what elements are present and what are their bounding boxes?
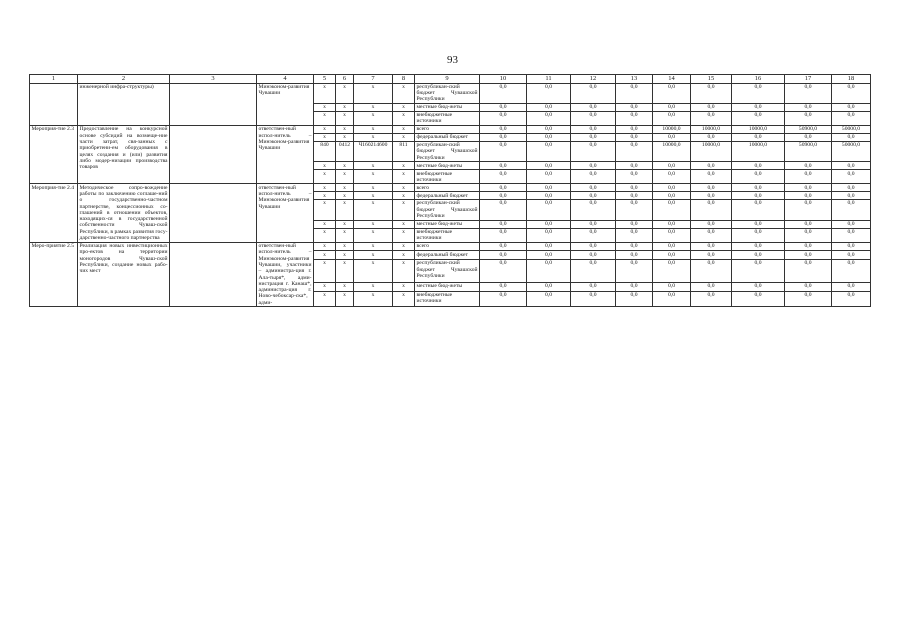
- amount-cell: 0,0: [480, 162, 527, 170]
- amount-cell: 0,0: [527, 220, 571, 228]
- column-number: 5: [314, 75, 336, 84]
- budget-code-c5: 840: [314, 141, 336, 161]
- funding-source: внебюджетные источники: [415, 170, 480, 184]
- budget-code-c6: x: [336, 200, 354, 220]
- amount-cell: 0,0: [480, 242, 527, 251]
- amount-cell: 10000,0: [691, 141, 732, 161]
- funding-source: всего: [415, 242, 480, 251]
- amount-cell: 0,0: [832, 260, 871, 283]
- amount-cell: 0,0: [732, 111, 785, 125]
- budget-code-c6: x: [336, 162, 354, 170]
- table-row: [30, 126, 871, 134]
- budget-code-c5: x: [314, 242, 336, 251]
- amount-cell: 0,0: [527, 251, 571, 260]
- measure-name: Предоставление на конкурсной основе субсидий на возмеще-ние части затрат, свя-занных с приобретени-ем оборудования в целях создания и (или) развития либо модер-низации производства товаров: [78, 126, 170, 184]
- amount-cell: 10000,0: [653, 141, 691, 161]
- budget-code-c5: x: [314, 111, 336, 125]
- amount-cell: 0,0: [571, 291, 616, 307]
- amount-cell: 0,0: [527, 126, 571, 134]
- amount-cell: 0,0: [616, 220, 653, 228]
- empty-cell: [170, 184, 257, 242]
- amount-cell: 0,0: [616, 242, 653, 251]
- measure-id: Меро-приятие 2.5: [30, 242, 78, 307]
- amount-cell: 0,0: [571, 126, 616, 134]
- amount-cell: 0,0: [527, 282, 571, 291]
- amount-cell: 0,0: [832, 133, 871, 141]
- amount-cell: 0,0: [785, 170, 832, 184]
- page-number: 93: [447, 54, 458, 66]
- budget-code-c8: x: [393, 111, 415, 125]
- amount-cell: 0,0: [653, 251, 691, 260]
- amount-cell: 0,0: [785, 184, 832, 192]
- budget-code-c8: x: [393, 83, 415, 103]
- amount-cell: 0,0: [527, 141, 571, 161]
- amount-cell: 0,0: [785, 111, 832, 125]
- amount-cell: 0,0: [785, 83, 832, 103]
- amount-cell: 0,0: [832, 184, 871, 192]
- funding-source: внебюджетные источники: [415, 291, 480, 307]
- amount-cell: 0,0: [653, 162, 691, 170]
- funding-source: республикан-ский бюджет Чувашской Республики: [416, 200, 478, 220]
- column-number: 16: [732, 75, 785, 84]
- budget-code-c7: x: [354, 170, 393, 184]
- budget-code-c6: x: [336, 184, 354, 192]
- budget-code-c8: x: [393, 228, 415, 242]
- budget-code-c5: x: [314, 228, 336, 242]
- amount-cell: 0,0: [571, 162, 616, 170]
- amount-cell: 0,0: [571, 83, 616, 103]
- amount-cell: 0,0: [732, 162, 785, 170]
- amount-cell: 0,0: [732, 291, 785, 307]
- amount-cell: 0,0: [732, 103, 785, 111]
- budget-code-c7: x: [354, 228, 393, 242]
- amount-cell: 0,0: [571, 251, 616, 260]
- budget-code-c5: x: [314, 162, 336, 170]
- empty-cell: [170, 242, 257, 307]
- amount-cell: 0,0: [691, 228, 732, 242]
- budget-code-c8: x: [393, 133, 415, 141]
- amount-cell: 0,0: [691, 260, 732, 283]
- column-number: 6: [336, 75, 354, 84]
- budget-code-c5: x: [314, 170, 336, 184]
- amount-cell: 0,0: [527, 83, 571, 103]
- amount-cell: 0,0: [480, 220, 527, 228]
- amount-cell: 0,0: [832, 282, 871, 291]
- amount-cell: 0,0: [832, 200, 871, 220]
- amount-cell: 0,0: [571, 111, 616, 125]
- executor: ответствен-ный испол-нитель – Минэконом-развития Чувашии: [257, 184, 314, 242]
- funding-source: местные бюд-жеты: [415, 282, 480, 291]
- budget-code-c7: x: [354, 220, 393, 228]
- budget-code-c7: x: [354, 192, 393, 200]
- amount-cell: 0,0: [691, 200, 732, 220]
- amount-cell: 0,0: [616, 192, 653, 200]
- budget-code-c6: x: [336, 111, 354, 125]
- budget-code-c5: x: [314, 200, 336, 220]
- amount-cell: 0,0: [480, 291, 527, 307]
- amount-cell: 0,0: [616, 83, 653, 103]
- amount-cell: 0,0: [616, 200, 653, 220]
- amount-cell: 0,0: [616, 282, 653, 291]
- budget-code-c7: x: [354, 184, 393, 192]
- amount-cell: 10000,0: [653, 126, 691, 134]
- amount-cell: 0,0: [832, 291, 871, 307]
- amount-cell: 0,0: [691, 291, 732, 307]
- amount-cell: 0,0: [653, 111, 691, 125]
- amount-cell: 0,0: [785, 103, 832, 111]
- budget-code-c8: x: [393, 103, 415, 111]
- amount-cell: 0,0: [616, 184, 653, 192]
- amount-cell: 0,0: [571, 184, 616, 192]
- amount-cell: 0,0: [653, 220, 691, 228]
- budget-code-c5: x: [314, 251, 336, 260]
- amount-cell: 0,0: [653, 200, 691, 220]
- budget-code-c8: x: [393, 126, 415, 134]
- amount-cell: 0,0: [480, 228, 527, 242]
- amount-cell: 0,0: [527, 242, 571, 251]
- amount-cell: 0,0: [480, 260, 527, 283]
- budget-code-c7: x: [354, 282, 393, 291]
- budget-code-c7: x: [354, 111, 393, 125]
- budget-code-c5: x: [314, 126, 336, 134]
- funding-source: местные бюд-жеты: [415, 162, 480, 170]
- amount-cell: 0,0: [571, 141, 616, 161]
- amount-cell: 0,0: [832, 170, 871, 184]
- amount-cell: 0,0: [527, 162, 571, 170]
- amount-cell: 0,0: [785, 282, 832, 291]
- budget-code-c8: x: [393, 251, 415, 260]
- amount-cell: 0,0: [732, 83, 785, 103]
- amount-cell: 0,0: [653, 260, 691, 283]
- amount-cell: 0,0: [480, 184, 527, 192]
- amount-cell: 0,0: [527, 260, 571, 283]
- funding-source: внебюджетные источники: [415, 111, 480, 125]
- amount-cell: 0,0: [691, 103, 732, 111]
- amount-cell: 0,0: [527, 184, 571, 192]
- budget-code-c8: x: [393, 170, 415, 184]
- column-number: 17: [785, 75, 832, 84]
- executor: ответствен-ный испол-нитель – Минэконом-развития Чувашии, участники – администра-ция г. Ала-тыря*, адми-нистрация г. Канаш*, администра-ция г. Ново-чебоксар-ска*, адми-: [258, 243, 312, 306]
- budget-code-c6: 0412: [336, 141, 354, 161]
- amount-cell: 0,0: [616, 126, 653, 134]
- amount-cell: 0,0: [732, 133, 785, 141]
- budget-code-c8: x: [393, 282, 415, 291]
- budget-code-c5: x: [314, 184, 336, 192]
- amount-cell: 0,0: [571, 192, 616, 200]
- column-number: 3: [170, 75, 257, 84]
- budget-code-c7: x: [354, 200, 393, 220]
- amount-cell: 50000,0: [832, 126, 871, 134]
- funding-source: местные бюд-жеты: [415, 103, 480, 111]
- amount-cell: 0,0: [832, 162, 871, 170]
- amount-cell: 0,0: [832, 103, 871, 111]
- amount-cell: 0,0: [480, 141, 527, 161]
- measure-name: Реализация новых инвестиционных про-ектов на территории моногородов Чуваш-ской Республики, создание новых рабо-чих мест: [78, 242, 170, 307]
- measure-id: Мероприя-тие 2.4: [30, 184, 78, 242]
- measure-id: [30, 83, 78, 126]
- column-number: 1: [30, 75, 78, 84]
- measure-name: Методическое сопро-вождение работы по заключению соглаше-ний о государственно-частном партнерстве, концессионных со-глашений в отношении объектов, находящих-ся в государственной собственности Чуваш-ской Республики, в рамках развития госу-дарственно-частного партнерства: [79, 184, 168, 242]
- funding-source: федеральный бюджет: [415, 192, 480, 200]
- amount-cell: 0,0: [571, 133, 616, 141]
- budget-code-c7: Ч160214600: [354, 141, 393, 161]
- amount-cell: 0,0: [691, 220, 732, 228]
- amount-cell: 0,0: [653, 282, 691, 291]
- amount-cell: 0,0: [571, 170, 616, 184]
- amount-cell: 0,0: [480, 126, 527, 134]
- amount-cell: 0,0: [527, 228, 571, 242]
- budget-code-c8: x: [393, 162, 415, 170]
- amount-cell: 0,0: [832, 242, 871, 251]
- amount-cell: 0,0: [527, 200, 571, 220]
- amount-cell: 0,0: [732, 242, 785, 251]
- budget-code-c7: x: [354, 291, 393, 307]
- amount-cell: 0,0: [616, 170, 653, 184]
- amount-cell: 0,0: [732, 220, 785, 228]
- budget-code-c7: x: [354, 162, 393, 170]
- amount-cell: 50000,0: [832, 141, 871, 161]
- budget-code-c8: x: [393, 242, 415, 251]
- amount-cell: 0,0: [691, 111, 732, 125]
- amount-cell: 0,0: [691, 282, 732, 291]
- budget-code-c7: x: [354, 103, 393, 111]
- amount-cell: 0,0: [527, 291, 571, 307]
- budget-code-c8: x: [393, 200, 415, 220]
- amount-cell: 0,0: [785, 162, 832, 170]
- amount-cell: 0,0: [527, 170, 571, 184]
- amount-cell: 0,0: [616, 111, 653, 125]
- table-row: [30, 83, 871, 103]
- amount-cell: 0,0: [527, 103, 571, 111]
- amount-cell: 0,0: [480, 170, 527, 184]
- amount-cell: 0,0: [480, 133, 527, 141]
- budget-code-c8: x: [393, 291, 415, 307]
- column-number: 18: [832, 75, 871, 84]
- amount-cell: 0,0: [653, 242, 691, 251]
- amount-cell: 0,0: [691, 83, 732, 103]
- measure-name: инженерной инфра-структуры): [78, 83, 170, 126]
- amount-cell: 10000,0: [732, 141, 785, 161]
- budget-code-c6: x: [336, 192, 354, 200]
- executor: ответствен-ный испол-нитель – Минэконом-развития Чувашии: [257, 126, 314, 184]
- amount-cell: 0,0: [480, 251, 527, 260]
- amount-cell: 0,0: [571, 282, 616, 291]
- amount-cell: 0,0: [571, 103, 616, 111]
- amount-cell: 50900,0: [785, 141, 832, 161]
- column-number: 2: [78, 75, 170, 84]
- amount-cell: 0,0: [691, 192, 732, 200]
- amount-cell: 0,0: [480, 111, 527, 125]
- budget-code-c6: x: [336, 220, 354, 228]
- amount-cell: 0,0: [785, 220, 832, 228]
- amount-cell: 0,0: [732, 251, 785, 260]
- amount-cell: 0,0: [616, 228, 653, 242]
- amount-cell: 0,0: [832, 111, 871, 125]
- budget-code-c6: x: [336, 103, 354, 111]
- amount-cell: 0,0: [653, 133, 691, 141]
- amount-cell: 0,0: [785, 260, 832, 283]
- amount-cell: 0,0: [732, 200, 785, 220]
- empty-cell: [170, 126, 257, 184]
- amount-cell: 0,0: [571, 228, 616, 242]
- budget-code-c6: x: [336, 126, 354, 134]
- budget-code-c6: x: [336, 242, 354, 251]
- amount-cell: 0,0: [691, 184, 732, 192]
- amount-cell: 0,0: [691, 162, 732, 170]
- amount-cell: 10000,0: [732, 126, 785, 134]
- budget-code-c5: x: [314, 282, 336, 291]
- column-number: 14: [653, 75, 691, 84]
- budget-code-c5: x: [314, 192, 336, 200]
- empty-cell: [170, 83, 257, 126]
- budget-code-c7: x: [354, 126, 393, 134]
- amount-cell: 0,0: [785, 242, 832, 251]
- column-number: 11: [527, 75, 571, 84]
- amount-cell: 0,0: [653, 228, 691, 242]
- funding-source: местные бюд-жеты: [415, 220, 480, 228]
- column-number: 9: [415, 75, 480, 84]
- amount-cell: 0,0: [832, 228, 871, 242]
- budget-code-c6: x: [336, 282, 354, 291]
- amount-cell: 0,0: [691, 251, 732, 260]
- amount-cell: 0,0: [480, 192, 527, 200]
- column-number-row: [30, 75, 871, 84]
- budget-code-c7: x: [354, 83, 393, 103]
- budget-code-c8: 811: [393, 141, 415, 161]
- budget-code-c6: x: [336, 83, 354, 103]
- amount-cell: 0,0: [732, 282, 785, 291]
- amount-cell: 0,0: [653, 184, 691, 192]
- funding-source: федеральный бюджет: [415, 251, 480, 260]
- amount-cell: 0,0: [691, 133, 732, 141]
- budget-table: [29, 74, 871, 307]
- amount-cell: 0,0: [480, 83, 527, 103]
- budget-code-c7: x: [354, 133, 393, 141]
- column-number: 4: [257, 75, 314, 84]
- table-row: [30, 184, 871, 192]
- amount-cell: 0,0: [785, 133, 832, 141]
- amount-cell: 0,0: [571, 200, 616, 220]
- amount-cell: 0,0: [785, 200, 832, 220]
- funding-source: внебюджетные источники: [415, 228, 480, 242]
- amount-cell: 0,0: [732, 228, 785, 242]
- measure-id: Мероприя-тие 2.3: [30, 126, 78, 184]
- amount-cell: 0,0: [527, 133, 571, 141]
- amount-cell: 0,0: [732, 192, 785, 200]
- budget-code-c5: x: [314, 83, 336, 103]
- budget-code-c8: x: [393, 184, 415, 192]
- amount-cell: 0,0: [571, 242, 616, 251]
- amount-cell: 50900,0: [785, 126, 832, 134]
- amount-cell: 0,0: [832, 83, 871, 103]
- budget-code-c6: x: [336, 260, 354, 283]
- amount-cell: 0,0: [527, 111, 571, 125]
- table-row: [30, 242, 871, 251]
- funding-source: всего: [415, 184, 480, 192]
- column-number: 10: [480, 75, 527, 84]
- budget-code-c8: x: [393, 192, 415, 200]
- amount-cell: 0,0: [732, 260, 785, 283]
- funding-source: всего: [415, 126, 480, 134]
- budget-code-c6: x: [336, 228, 354, 242]
- budget-code-c6: x: [336, 170, 354, 184]
- funding-source: республикан-ский бюджет Чувашской Республики: [416, 83, 478, 103]
- amount-cell: 0,0: [832, 251, 871, 260]
- budget-code-c7: x: [354, 251, 393, 260]
- amount-cell: 0,0: [616, 133, 653, 141]
- amount-cell: 0,0: [785, 291, 832, 307]
- amount-cell: 0,0: [616, 162, 653, 170]
- amount-cell: 0,0: [653, 291, 691, 307]
- amount-cell: 0,0: [616, 291, 653, 307]
- funding-source: федеральный бюджет: [415, 133, 480, 141]
- budget-code-c6: x: [336, 251, 354, 260]
- amount-cell: 0,0: [785, 228, 832, 242]
- amount-cell: 0,0: [653, 192, 691, 200]
- amount-cell: 10000,0: [691, 126, 732, 134]
- funding-source: республикан-ский бюджет Чувашской Республики: [415, 260, 480, 283]
- budget-code-c6: x: [336, 291, 354, 307]
- budget-code-c7: x: [354, 242, 393, 251]
- amount-cell: 0,0: [616, 103, 653, 111]
- amount-cell: 0,0: [653, 103, 691, 111]
- budget-code-c5: x: [314, 260, 336, 283]
- amount-cell: 0,0: [691, 170, 732, 184]
- column-number: 13: [616, 75, 653, 84]
- column-number: 12: [571, 75, 616, 84]
- amount-cell: 0,0: [480, 282, 527, 291]
- budget-code-c5: x: [314, 220, 336, 228]
- amount-cell: 0,0: [616, 251, 653, 260]
- budget-code-c8: x: [393, 220, 415, 228]
- budget-code-c5: x: [314, 103, 336, 111]
- amount-cell: 0,0: [653, 170, 691, 184]
- amount-cell: 0,0: [732, 170, 785, 184]
- amount-cell: 0,0: [571, 220, 616, 228]
- amount-cell: 0,0: [691, 242, 732, 251]
- budget-code-c5: x: [314, 133, 336, 141]
- amount-cell: 0,0: [832, 192, 871, 200]
- column-number: 8: [393, 75, 415, 84]
- amount-cell: 0,0: [785, 192, 832, 200]
- amount-cell: 0,0: [480, 200, 527, 220]
- funding-source: республикан-ский бюджет Чувашской Республики: [416, 142, 478, 161]
- budget-code-c5: x: [314, 291, 336, 307]
- budget-code-c6: x: [336, 133, 354, 141]
- amount-cell: 0,0: [732, 184, 785, 192]
- amount-cell: 0,0: [527, 192, 571, 200]
- amount-cell: 0,0: [616, 260, 653, 283]
- amount-cell: 0,0: [653, 83, 691, 103]
- executor: Минэконом-развития Чувашии: [257, 83, 314, 126]
- amount-cell: 0,0: [785, 251, 832, 260]
- amount-cell: 0,0: [480, 103, 527, 111]
- column-number: 7: [354, 75, 393, 84]
- column-number: 15: [691, 75, 732, 84]
- amount-cell: 0,0: [616, 141, 653, 161]
- budget-code-c8: x: [393, 260, 415, 283]
- amount-cell: 0,0: [832, 220, 871, 228]
- budget-code-c7: x: [354, 260, 393, 283]
- amount-cell: 0,0: [571, 260, 616, 283]
